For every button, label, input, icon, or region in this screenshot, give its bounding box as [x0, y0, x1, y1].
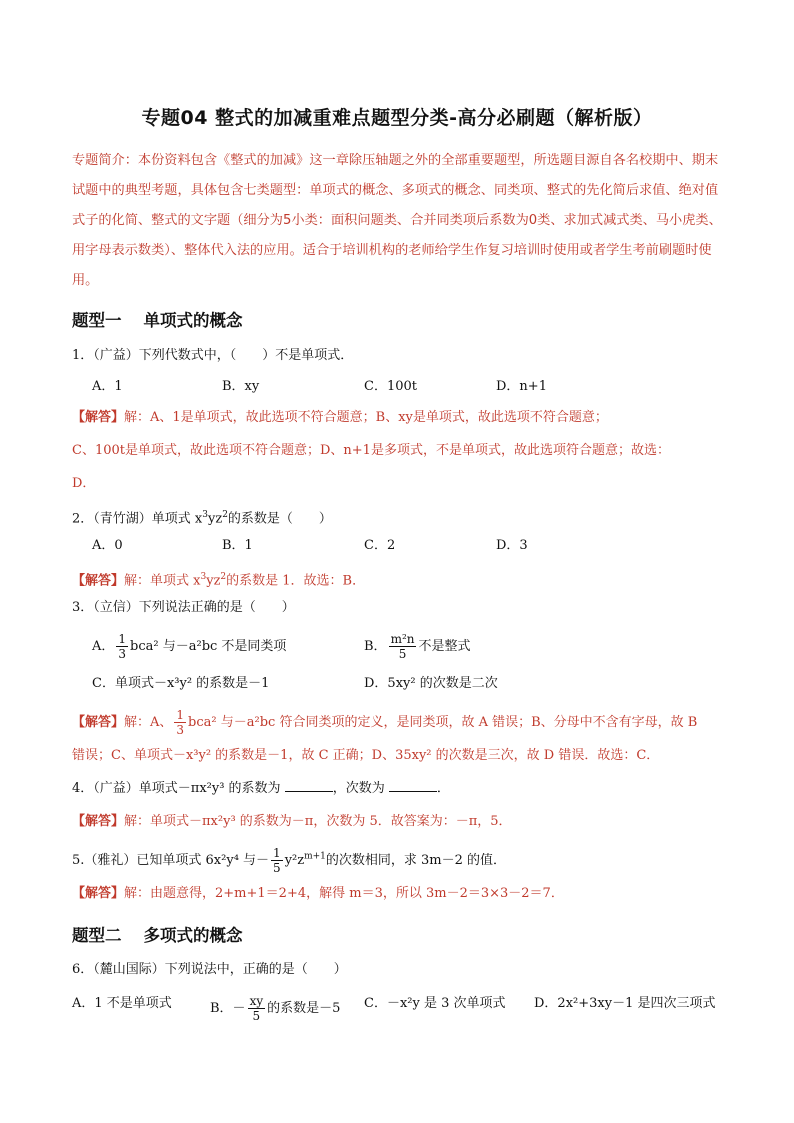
fraction-denominator: 5: [398, 647, 407, 661]
section-heading-1: [72, 307, 243, 331]
fraction-numerator: 1: [273, 846, 281, 860]
q6-option-c: C．－x²y 是 3 次单项式: [364, 996, 506, 1011]
answer-tag: 【解答】: [72, 573, 125, 589]
q2-option-a: A．0: [92, 538, 123, 553]
q3-option-c: C．单项式－x³y² 的系数是－1: [92, 676, 270, 691]
q6-option-a: A．1 不是单项式: [72, 996, 172, 1011]
q3-answer-line-1: [72, 708, 732, 737]
q5-answer-text: 解：由题意得，2+m+1＝2+4，解得 m＝3，所以 3m－2＝3×3－2＝7．: [124, 886, 564, 901]
q3-answer-prefix: 解：A、: [124, 715, 173, 730]
q2-answer-c: 的系数是 1．故选：B．: [226, 573, 366, 589]
q3-option-a: [92, 632, 286, 661]
q2-stem-a: 2．（青竹湖）单项式 x: [72, 511, 203, 527]
q3-a-text: bca² 与－a²bc 不是同类项: [130, 639, 287, 654]
fraction-numerator: xy: [249, 994, 264, 1008]
question-6-stem: 6．（麓山国际）下列说法中，正确的是（ ）: [72, 962, 347, 977]
answer-tag: 【解答】: [72, 886, 125, 901]
fraction-denominator: 3: [118, 647, 127, 661]
fraction: [271, 846, 283, 875]
section-label: 题型一: [72, 311, 122, 330]
q4-answer-line: [72, 812, 732, 832]
fraction-denominator: 5: [273, 861, 281, 875]
fraction-denominator: 5: [252, 1009, 261, 1023]
q5-exponent: m+1: [304, 851, 326, 862]
q4-stem-b: ，次数为: [332, 781, 385, 796]
fraction-numerator: 1: [118, 632, 127, 646]
q4-answer-text: 解：单项式－πx²y³ 的系数为－π，次数为 5．故答案为：－π，5．: [124, 814, 512, 829]
question-5-stem: [72, 846, 732, 875]
answer-tag: 【解答】: [72, 410, 125, 425]
q2-answer-line: 【解答】解：单项式 $x^3yz^2$的系数是 1．故选：B．: [72, 572, 366, 589]
q3-answer-text-1: bca² 与－a²bc 符合同类项的定义，是同类项，故 A 错误；B、分母中不含有字母，故 B: [188, 715, 698, 730]
fraction: [116, 632, 128, 661]
q3-b-prefix: B．: [364, 639, 387, 654]
q1-answer-line-1: [72, 408, 732, 428]
q3-b-text: 不是整式: [418, 639, 471, 654]
topic-intro: 专题简介：本份资料包含《整式的加减》这一章除压轴题之外的全部重要题型，所选题目源自各名校期中、期末试题中的典型考题，具体包含七类题型：单项式的概念、多项式的概念、同类项、整式的先化简后求值、绝对值式子的化简、整式的文字题（细分为5小类：面积问题类、合并同类项后系数为0类、求加式减式类、马小虎类、用字母表示数类）、整体代入法的应用。适合于培训机构的老师给学生作复习培训时使用或者学生考前刷题时使用。: [72, 153, 722, 288]
q6-b-text: 的系数是－5: [267, 1001, 341, 1016]
q6-b-prefix: B．－: [210, 1001, 246, 1016]
q1-option-c: C．100t: [364, 379, 417, 394]
q1-option-a: A．1: [92, 379, 123, 394]
question-2-stem: 2．（青竹湖）单项式 $x^3yz^2$的系数是（ ）: [72, 510, 332, 527]
q2-option-b: B．1: [222, 538, 253, 553]
question-1-stem: 1．（广益）下列代数式中，（ ）不是单项式．: [72, 348, 354, 363]
fraction-numerator: 1: [176, 708, 185, 722]
answer-tag: 【解答】: [72, 814, 125, 829]
section-name: 多项式的概念: [143, 926, 243, 945]
fraction-denominator: 3: [176, 723, 185, 737]
section-label: 题型二: [72, 926, 122, 945]
q5-stem-c: 的次数相同，求 3m－2 的值．: [325, 853, 507, 868]
q2-stem-c: 的系数是（ ）: [227, 511, 332, 527]
q2-answer-b: yz: [206, 573, 221, 589]
q6-option-d: D．2x²+3xy－1 是四次三项式: [534, 996, 716, 1011]
fraction-numerator: m²n: [390, 632, 415, 646]
answer-blank-2[interactable]: [389, 779, 437, 792]
q2-stem-b: yz: [207, 511, 223, 527]
fraction: [174, 708, 186, 737]
fraction: [389, 632, 417, 661]
q4-stem-a: 4．（广益）单项式－πx²y³ 的系数为: [72, 781, 281, 796]
q2-option-c: C．2: [364, 538, 396, 553]
q3-answer-line-2: 错误；C、单项式－x³y² 的系数是－1，故 C 正确；D、35xy² 的次数是三次，故 D 错误．故选：C．: [72, 748, 660, 763]
q1-answer-line-2: C、100t是单项式，故此选项不符合题意；D、n+1是多项式，不是单项式，故此选项符合题意；故选：: [72, 443, 670, 458]
q1-option-b: B．xy: [222, 379, 260, 394]
q6-option-b: [210, 994, 340, 1023]
answer-tag: 【解答】: [72, 715, 125, 730]
q5-answer-line: [72, 884, 732, 904]
q4-stem-c: ．: [436, 781, 450, 796]
q5-stem-a: 5.（雅礼）已知单项式 6x²y⁴ 与－: [72, 853, 270, 868]
question-3-stem: 3．（立信）下列说法正确的是（ ）: [72, 600, 295, 615]
section-heading-2: [72, 922, 243, 946]
q1-option-d: D．n+1: [496, 379, 547, 394]
answer-blank-1[interactable]: [285, 779, 333, 792]
page-title: 专题04 整式的加减重难点题型分类-高分必刷题（解析版）: [141, 107, 653, 129]
q2-answer-a: 解：单项式 x: [124, 573, 201, 589]
q5-stem-b: y²z: [284, 853, 305, 868]
q1-answer-line-3: D．: [72, 476, 96, 491]
q3-option-d: D．5xy² 的次数是二次: [364, 676, 498, 691]
section-name: 单项式的概念: [143, 311, 243, 330]
fraction: [248, 994, 266, 1023]
q2-option-d: D．3: [496, 538, 528, 553]
question-4-stem: [72, 779, 732, 799]
q3-option-b: [364, 632, 471, 661]
q3-a-prefix: A．: [92, 639, 115, 654]
q1-answer-text-1: 解：A、1是单项式，故此选项不符合题意；B、xy是单项式，故此选项不符合题意；: [124, 410, 608, 425]
